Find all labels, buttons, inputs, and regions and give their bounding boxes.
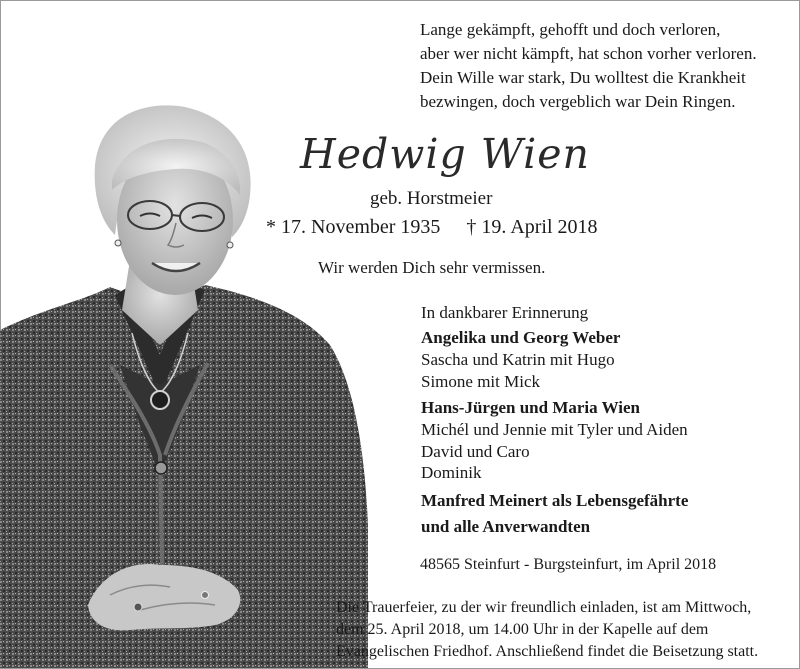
- poem-line: aber wer nicht kämpft, hat schon vorher verloren.: [420, 44, 757, 63]
- family-member: David und Caro: [421, 441, 530, 461]
- death-date: † 19. April 2018: [466, 216, 598, 238]
- relatives-line: und alle Anverwandten: [421, 516, 591, 536]
- poem-line: Lange gekämpft, gehofft und doch verloren,: [420, 20, 721, 39]
- family-member: Michél und Jennie mit Tyler und Aiden: [421, 420, 688, 439]
- funeral-line: Die Trauerfeier, zu der wir freundlich einladen, ist am Mittwoch,: [336, 599, 752, 616]
- life-dates: [266, 215, 598, 239]
- family-member: Sascha und Katrin mit Hugo: [421, 350, 615, 369]
- poem-verse: [420, 18, 795, 114]
- family-head: Hans-Jürgen und Maria Wien: [421, 398, 640, 417]
- birth-date: * 17. November 1935: [266, 216, 441, 238]
- family-head: Angelika und Georg Weber: [421, 328, 621, 347]
- portrait-photo: [0, 95, 370, 668]
- poem-line: bezwingen, doch vergeblich war Dein Ringen.: [420, 92, 736, 111]
- family-member: Simone mit Mick: [421, 371, 540, 391]
- partner-line: Manfred Meinert als Lebensgefährte: [421, 490, 689, 510]
- mourners-list: [421, 301, 791, 540]
- mourners-intro: In dankbarer Erinnerung: [421, 303, 589, 322]
- place-date: 48565 Steinfurt - Burgsteinfurt, im April 2018: [420, 556, 717, 573]
- poem-line: Dein Wille war stark, Du wolltest die Krankheit: [420, 68, 746, 87]
- miss-line: Wir werden Dich sehr vermissen.: [318, 258, 546, 277]
- family-member: Dominik: [421, 463, 482, 482]
- funeral-line: dem 25. April 2018, um 14.00 Uhr in der Kapelle auf dem: [336, 621, 709, 638]
- family-group: [421, 326, 791, 392]
- deceased-name: Hedwig Wien: [300, 130, 590, 178]
- maiden-name: geb. Horstmeier: [370, 188, 493, 209]
- family-group: [421, 396, 791, 484]
- funeral-notice: [336, 597, 796, 663]
- funeral-line: Evangelischen Friedhof. Anschließend findet die Beisetzung statt.: [336, 643, 759, 660]
